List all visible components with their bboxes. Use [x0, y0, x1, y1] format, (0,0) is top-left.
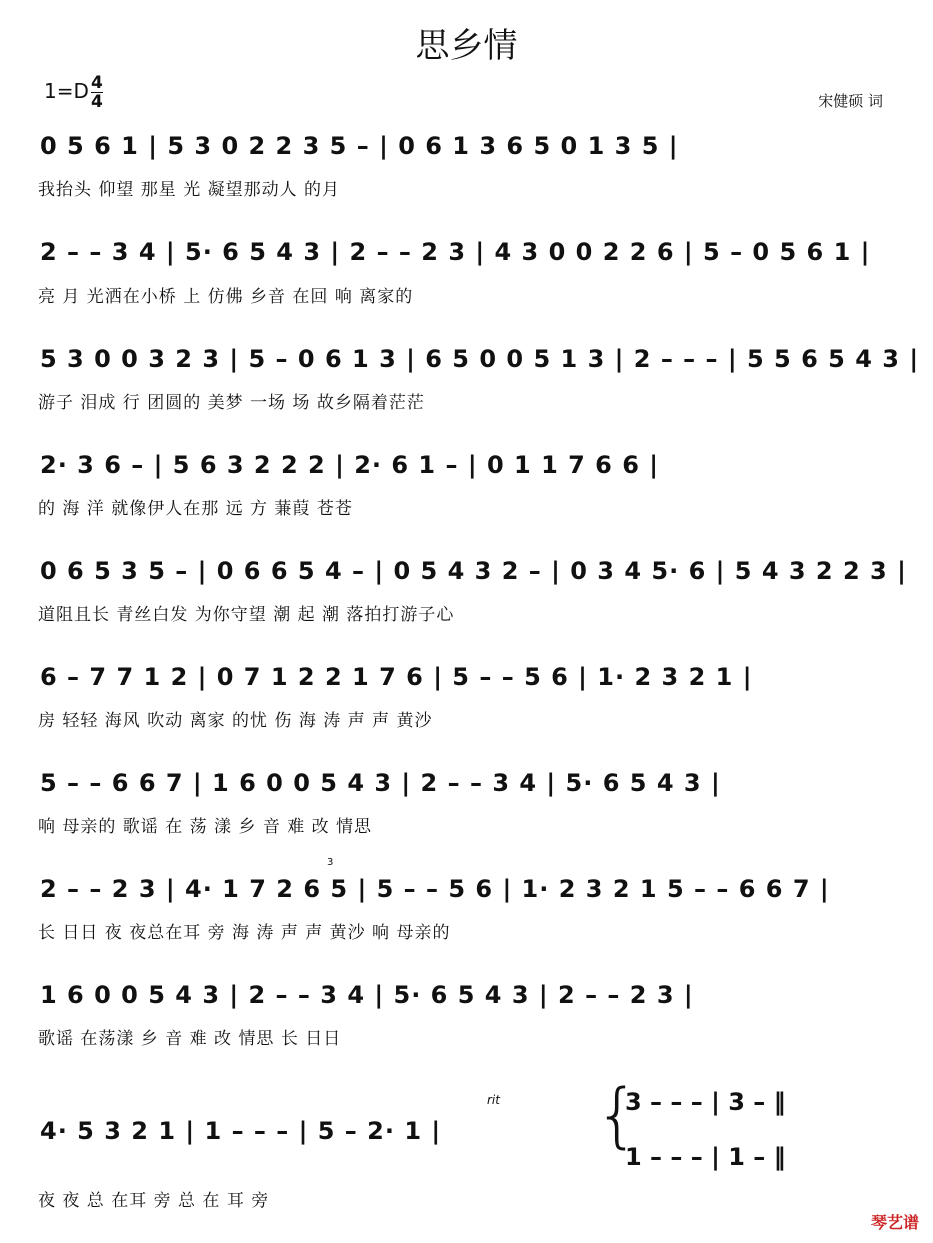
time-top: 4	[90, 73, 103, 93]
logo-text: 琴艺谱	[870, 1213, 919, 1232]
lyric-row: 响 母亲的 歌谣 在 荡 漾 乡 音 难 改 情思	[38, 817, 373, 837]
lyric-row: 歌谣 在荡漾 乡 音 难 改 情思 长 日日	[38, 1029, 342, 1049]
ending-bottom: 1 – – – | 1 – ‖	[625, 1143, 786, 1171]
triplet-mark: 3	[327, 857, 334, 868]
notation-row: 2· 3 6 – | 5 6 3 2 2 2 | 2· 6 1 – | 0 1 1 7 6 6 |	[40, 451, 660, 479]
lyricist-credit: 宋健硕 词	[818, 92, 883, 110]
notation-row: 1 6 0 0 5 4 3 | 2 – – 3 4 | 5· 6 5 4 3 | 2 – – 2 3 |	[40, 981, 694, 1009]
ending-top: 3 – – – | 3 – ‖	[625, 1088, 786, 1116]
lyric-row: 游子 泪成 行 团圆的 美梦 一场 场 故乡隔着茫茫	[38, 393, 425, 413]
notation-row: 4· 5 3 2 1 | 1 – – – | 5 – 2· 1 |	[40, 1117, 442, 1145]
lyric-row: 长 日日 夜 夜总在耳 旁 海 涛 声 声 黄沙 响 母亲的	[38, 923, 451, 943]
page-title: 思乡情	[415, 26, 518, 66]
notation-row: 0 6 5 3 5 – | 0 6 6 5 4 – | 0 5 4 3 2 – | 0 3 4 5· 6 | 5 4 3 2 2 3 |	[40, 557, 907, 585]
rit-marking: rit	[487, 1093, 500, 1107]
time-signature	[91, 74, 103, 111]
notation-row: 2 – – 3 4 | 5· 6 5 4 3 | 2 – – 2 3 | 4 3 0 0 2 2 6 | 5 – 0 5 6 1 |	[40, 238, 871, 266]
notation-row: 2 – – 2 3 | 4· 1 7 2 6 5 | 5 – – 5 6 | 1· 2 3 2 1 5 – – 6 6 7 |	[40, 875, 830, 903]
lyric-row: 道阻且长 青丝白发 为你守望 潮 起 潮 落拍打游子心	[38, 605, 455, 625]
lyric-row: 夜 夜 总 在耳 旁 总 在 耳 旁	[38, 1191, 270, 1211]
key-text: 1=D	[44, 79, 89, 103]
lyric-row: 我抬头 仰望 那星 光 凝望那动人 的月	[38, 180, 341, 200]
lyric-row: 房 轻轻 海风 吹动 离家 的忧 伤 海 涛 声 声 黄沙	[38, 711, 433, 731]
notation-row: 5 – – 6 6 7 | 1 6 0 0 5 4 3 | 2 – – 3 4 | 5· 6 5 4 3 |	[40, 769, 721, 797]
key-signature	[44, 74, 103, 111]
brace: {	[595, 1074, 640, 1156]
time-bottom: 4	[90, 92, 103, 112]
lyric-row: 的 海 洋 就像伊人在那 远 方 蒹葭 苍苍	[38, 499, 353, 519]
lyric-row: 亮 月 光洒在小桥 上 仿佛 乡音 在回 响 离家的	[38, 287, 414, 307]
notation-row: 0 5 6 1 | 5 3 0 2 2 3 5 – | 0 6 1 3 6 5 0 1 3 5 |	[40, 132, 679, 160]
notation-row: 5 3 0 0 3 2 3 | 5 – 0 6 1 3 | 6 5 0 0 5 1 3 | 2 – – – | 5 5 6 5 4 3 |	[40, 345, 920, 373]
notation-row: 6 – 7 7 1 2 | 0 7 1 2 2 1 7 6 | 5 – – 5 6 | 1· 2 3 2 1 |	[40, 663, 753, 691]
